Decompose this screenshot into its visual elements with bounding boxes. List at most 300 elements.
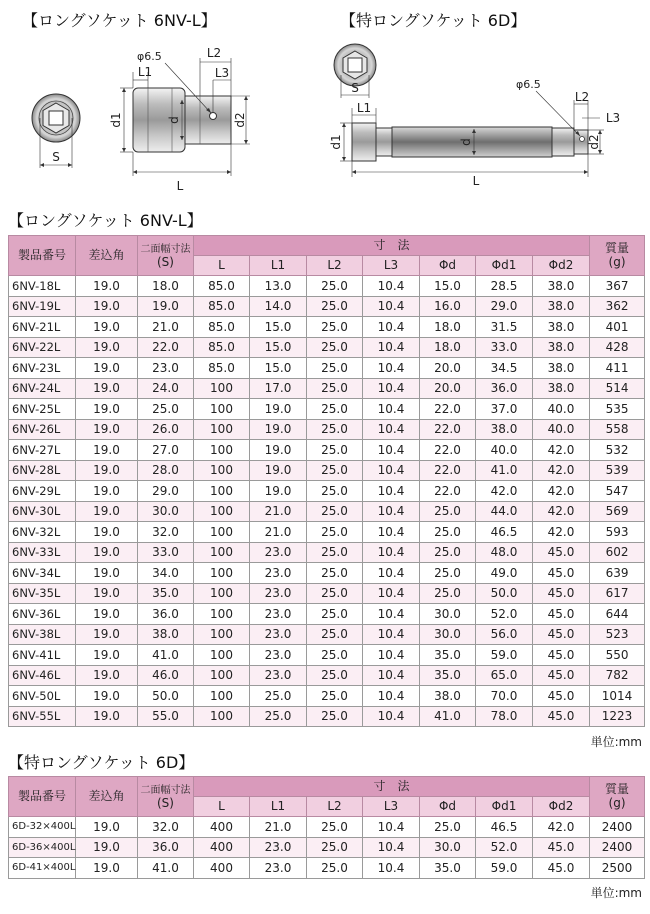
- value-cell: 42.0: [533, 481, 590, 502]
- value-cell: 25.0: [307, 837, 363, 858]
- value-cell: 38.0: [533, 296, 590, 317]
- diagram-title-6nv-l: 【ロングソケット 6NV-L】: [22, 11, 217, 30]
- left-side-view: [109, 46, 250, 193]
- value-cell: 41.0: [420, 706, 476, 727]
- value-cell: 19.0: [76, 604, 138, 625]
- model-number-cell: 6NV-18L: [9, 276, 76, 297]
- value-cell: 25.0: [307, 501, 363, 522]
- right-side-view: [329, 78, 620, 188]
- value-cell: 523: [590, 624, 645, 645]
- header-mass-line1-2: 質量: [605, 781, 630, 796]
- value-cell: 10.4: [363, 665, 420, 686]
- value-cell: 2400: [590, 817, 645, 838]
- value-cell: 21.0: [138, 317, 194, 338]
- value-cell: 19.0: [76, 440, 138, 461]
- value-cell: 644: [590, 604, 645, 625]
- value-cell: 38.0: [533, 317, 590, 338]
- section-title-6nv-l: 【ロングソケット 6NV-L】: [8, 211, 203, 230]
- right-s-label: S: [351, 81, 359, 95]
- value-cell: 38.0: [420, 686, 476, 707]
- value-cell: 19.0: [250, 460, 307, 481]
- model-number-cell: 6NV-36L: [9, 604, 76, 625]
- value-cell: 59.0: [476, 858, 533, 879]
- value-cell: 535: [590, 399, 645, 420]
- table-row: [9, 583, 645, 604]
- value-cell: 38.0: [533, 337, 590, 358]
- value-cell: 36.0: [138, 604, 194, 625]
- value-cell: 10.4: [363, 276, 420, 297]
- value-cell: 100: [194, 604, 250, 625]
- value-cell: 30.0: [420, 837, 476, 858]
- left-d-label: d: [167, 116, 181, 124]
- left-d2-label: d2: [233, 112, 247, 128]
- value-cell: 10.4: [363, 501, 420, 522]
- value-cell: 19.0: [76, 317, 138, 338]
- value-cell: 19.0: [76, 337, 138, 358]
- value-cell: 19.0: [76, 686, 138, 707]
- value-cell: 34.5: [476, 358, 533, 379]
- value-cell: 100: [194, 563, 250, 584]
- value-cell: 45.0: [533, 858, 590, 879]
- value-cell: 639: [590, 563, 645, 584]
- header-mass-line2: (g): [608, 254, 626, 269]
- model-number-cell: 6NV-41L: [9, 645, 76, 666]
- value-cell: 22.0: [420, 440, 476, 461]
- value-cell: 10.4: [363, 686, 420, 707]
- header-d2: Φd2: [533, 256, 590, 276]
- value-cell: 37.0: [476, 399, 533, 420]
- value-cell: 100: [194, 583, 250, 604]
- header-width-line2-2: (S): [157, 795, 174, 810]
- value-cell: 401: [590, 317, 645, 338]
- value-cell: 25.0: [307, 440, 363, 461]
- value-cell: 33.0: [138, 542, 194, 563]
- model-number-cell: 6NV-55L: [9, 706, 76, 727]
- value-cell: 25.0: [307, 317, 363, 338]
- value-cell: 19.0: [250, 440, 307, 461]
- model-number-cell: 6NV-34L: [9, 563, 76, 584]
- value-cell: 16.0: [420, 296, 476, 317]
- value-cell: 10.4: [363, 522, 420, 543]
- header-l2-2: L2: [307, 797, 363, 817]
- table-row: [9, 686, 645, 707]
- table-row: [9, 358, 645, 379]
- value-cell: 100: [194, 522, 250, 543]
- value-cell: 48.0: [476, 542, 533, 563]
- header-dimensions-2: 寸 法: [194, 777, 590, 797]
- value-cell: 18.0: [420, 337, 476, 358]
- header-width: [138, 236, 194, 276]
- value-cell: 10.4: [363, 399, 420, 420]
- value-cell: 30.0: [420, 604, 476, 625]
- left-end-view: [32, 94, 80, 168]
- value-cell: 22.0: [420, 460, 476, 481]
- value-cell: 428: [590, 337, 645, 358]
- value-cell: 10.4: [363, 542, 420, 563]
- model-number-cell: 6NV-21L: [9, 317, 76, 338]
- value-cell: 32.0: [138, 817, 194, 838]
- value-cell: 25.0: [307, 481, 363, 502]
- value-cell: 35.0: [138, 583, 194, 604]
- value-cell: 10.4: [363, 296, 420, 317]
- value-cell: 19.0: [76, 296, 138, 317]
- value-cell: 85.0: [194, 358, 250, 379]
- header-drive-2: 差込角: [76, 777, 138, 817]
- header-l1-2: L1: [250, 797, 307, 817]
- header-width-line2: (S): [157, 254, 174, 269]
- value-cell: 514: [590, 378, 645, 399]
- table-row: [9, 522, 645, 543]
- value-cell: 400: [194, 817, 250, 838]
- value-cell: 46.5: [476, 522, 533, 543]
- value-cell: 15.0: [250, 358, 307, 379]
- value-cell: 25.0: [307, 378, 363, 399]
- value-cell: 36.0: [138, 837, 194, 858]
- value-cell: 19.0: [76, 706, 138, 727]
- right-l2-label: L2: [574, 90, 590, 104]
- value-cell: 602: [590, 542, 645, 563]
- value-cell: 22.0: [420, 481, 476, 502]
- value-cell: 35.0: [420, 858, 476, 879]
- value-cell: 45.0: [533, 542, 590, 563]
- value-cell: 30.0: [138, 501, 194, 522]
- value-cell: 25.0: [307, 399, 363, 420]
- value-cell: 45.0: [533, 706, 590, 727]
- value-cell: 13.0: [250, 276, 307, 297]
- model-number-cell: 6NV-22L: [9, 337, 76, 358]
- value-cell: 85.0: [194, 317, 250, 338]
- header-l-2: L: [194, 797, 250, 817]
- value-cell: 10.4: [363, 460, 420, 481]
- left-phi65-label: φ6.5: [137, 50, 162, 63]
- table-row: [9, 665, 645, 686]
- value-cell: 42.0: [533, 460, 590, 481]
- value-cell: 20.0: [420, 378, 476, 399]
- value-cell: 2400: [590, 837, 645, 858]
- value-cell: 100: [194, 440, 250, 461]
- value-cell: 23.0: [250, 542, 307, 563]
- value-cell: 25.0: [307, 686, 363, 707]
- value-cell: 19.0: [76, 665, 138, 686]
- model-number-cell: 6NV-50L: [9, 686, 76, 707]
- value-cell: 19.0: [76, 399, 138, 420]
- value-cell: 20.0: [420, 358, 476, 379]
- table-body-6nv-l: [9, 276, 645, 727]
- model-number-cell: 6NV-38L: [9, 624, 76, 645]
- table-row: [9, 542, 645, 563]
- value-cell: 23.0: [250, 837, 307, 858]
- value-cell: 40.0: [476, 440, 533, 461]
- value-cell: 1223: [590, 706, 645, 727]
- value-cell: 100: [194, 542, 250, 563]
- value-cell: 19.0: [76, 817, 138, 838]
- value-cell: 38.0: [533, 378, 590, 399]
- value-cell: 25.0: [420, 542, 476, 563]
- header-width-line1: 二面幅寸法: [140, 243, 191, 255]
- model-number-cell: 6NV-24L: [9, 378, 76, 399]
- value-cell: 34.0: [138, 563, 194, 584]
- unit-note-2: 単位:mm: [590, 886, 642, 900]
- value-cell: 42.0: [533, 440, 590, 461]
- value-cell: 25.0: [420, 501, 476, 522]
- value-cell: 25.0: [307, 542, 363, 563]
- value-cell: 400: [194, 858, 250, 879]
- value-cell: 23.0: [250, 604, 307, 625]
- header-d1-2: Φd1: [476, 797, 533, 817]
- value-cell: 100: [194, 706, 250, 727]
- value-cell: 46.5: [476, 817, 533, 838]
- value-cell: 100: [194, 460, 250, 481]
- left-l3-label: L3: [214, 66, 230, 80]
- model-number-cell: 6NV-30L: [9, 501, 76, 522]
- value-cell: 25.0: [307, 817, 363, 838]
- value-cell: 19.0: [250, 481, 307, 502]
- value-cell: 25.0: [250, 686, 307, 707]
- header-mass: [590, 236, 645, 276]
- value-cell: 52.0: [476, 837, 533, 858]
- value-cell: 10.4: [363, 706, 420, 727]
- technical-drawings: [0, 0, 650, 200]
- value-cell: 15.0: [420, 276, 476, 297]
- value-cell: 21.0: [250, 522, 307, 543]
- value-cell: 19.0: [76, 522, 138, 543]
- value-cell: 19.0: [250, 419, 307, 440]
- value-cell: 32.0: [138, 522, 194, 543]
- table-row: [9, 440, 645, 461]
- value-cell: 2500: [590, 858, 645, 879]
- value-cell: 46.0: [138, 665, 194, 686]
- value-cell: 25.0: [420, 817, 476, 838]
- value-cell: 25.0: [307, 706, 363, 727]
- header-l1: L1: [250, 256, 307, 276]
- table-row: [9, 837, 645, 858]
- model-number-cell: 6NV-26L: [9, 419, 76, 440]
- value-cell: 23.0: [250, 665, 307, 686]
- value-cell: 19.0: [76, 481, 138, 502]
- value-cell: 22.0: [420, 419, 476, 440]
- value-cell: 100: [194, 624, 250, 645]
- value-cell: 25.0: [307, 522, 363, 543]
- value-cell: 25.0: [307, 419, 363, 440]
- table-row: [9, 501, 645, 522]
- value-cell: 14.0: [250, 296, 307, 317]
- value-cell: 782: [590, 665, 645, 686]
- value-cell: 362: [590, 296, 645, 317]
- value-cell: 31.5: [476, 317, 533, 338]
- value-cell: 29.0: [138, 481, 194, 502]
- value-cell: 40.0: [533, 419, 590, 440]
- header-l2: L2: [307, 256, 363, 276]
- table-row: [9, 317, 645, 338]
- value-cell: 100: [194, 645, 250, 666]
- value-cell: 50.0: [476, 583, 533, 604]
- value-cell: 539: [590, 460, 645, 481]
- value-cell: 19.0: [138, 296, 194, 317]
- header-model-2: 製品番号: [9, 777, 76, 817]
- value-cell: 100: [194, 419, 250, 440]
- table-row: [9, 563, 645, 584]
- model-number-cell: 6NV-27L: [9, 440, 76, 461]
- section-title-6d: 【特ロングソケット 6D】: [8, 753, 195, 772]
- value-cell: 19.0: [76, 563, 138, 584]
- header-d1: Φd1: [476, 256, 533, 276]
- header-drive: 差込角: [76, 236, 138, 276]
- table-row: [9, 460, 645, 481]
- table-row: [9, 706, 645, 727]
- value-cell: 41.0: [138, 645, 194, 666]
- model-number-cell: 6NV-28L: [9, 460, 76, 481]
- value-cell: 25.0: [307, 858, 363, 879]
- value-cell: 85.0: [194, 296, 250, 317]
- value-cell: 100: [194, 378, 250, 399]
- header-dimensions: 寸 法: [194, 236, 590, 256]
- value-cell: 100: [194, 665, 250, 686]
- model-number-cell: 6NV-32L: [9, 522, 76, 543]
- value-cell: 532: [590, 440, 645, 461]
- model-number-cell: 6D-36×400L: [9, 837, 76, 858]
- model-number-cell: 6NV-29L: [9, 481, 76, 502]
- value-cell: 19.0: [76, 645, 138, 666]
- value-cell: 22.0: [138, 337, 194, 358]
- value-cell: 25.0: [307, 624, 363, 645]
- value-cell: 42.0: [476, 481, 533, 502]
- value-cell: 44.0: [476, 501, 533, 522]
- value-cell: 19.0: [250, 399, 307, 420]
- value-cell: 24.0: [138, 378, 194, 399]
- value-cell: 85.0: [194, 276, 250, 297]
- value-cell: 19.0: [76, 276, 138, 297]
- model-number-cell: 6NV-19L: [9, 296, 76, 317]
- value-cell: 411: [590, 358, 645, 379]
- value-cell: 593: [590, 522, 645, 543]
- value-cell: 45.0: [533, 665, 590, 686]
- model-number-cell: 6NV-46L: [9, 665, 76, 686]
- value-cell: 23.0: [250, 624, 307, 645]
- right-end-view: [334, 44, 376, 98]
- value-cell: 617: [590, 583, 645, 604]
- value-cell: 23.0: [250, 858, 307, 879]
- value-cell: 49.0: [476, 563, 533, 584]
- value-cell: 38.0: [533, 276, 590, 297]
- value-cell: 23.0: [250, 645, 307, 666]
- value-cell: 55.0: [138, 706, 194, 727]
- value-cell: 19.0: [76, 419, 138, 440]
- value-cell: 25.0: [307, 358, 363, 379]
- value-cell: 10.4: [363, 378, 420, 399]
- value-cell: 10.4: [363, 317, 420, 338]
- value-cell: 19.0: [76, 583, 138, 604]
- value-cell: 70.0: [476, 686, 533, 707]
- value-cell: 100: [194, 399, 250, 420]
- value-cell: 25.0: [307, 583, 363, 604]
- value-cell: 25.0: [307, 460, 363, 481]
- header-l3: L3: [363, 256, 420, 276]
- table-row: [9, 624, 645, 645]
- value-cell: 52.0: [476, 604, 533, 625]
- value-cell: 21.0: [250, 817, 307, 838]
- value-cell: 19.0: [76, 460, 138, 481]
- value-cell: 33.0: [476, 337, 533, 358]
- header-mass-2: [590, 777, 645, 817]
- model-number-cell: 6NV-25L: [9, 399, 76, 420]
- value-cell: 100: [194, 501, 250, 522]
- value-cell: 85.0: [194, 337, 250, 358]
- header-width-line1-2: 二面幅寸法: [140, 784, 191, 796]
- value-cell: 18.0: [138, 276, 194, 297]
- value-cell: 550: [590, 645, 645, 666]
- value-cell: 10.4: [363, 645, 420, 666]
- value-cell: 35.0: [420, 665, 476, 686]
- value-cell: 29.0: [476, 296, 533, 317]
- value-cell: 45.0: [533, 604, 590, 625]
- value-cell: 45.0: [533, 837, 590, 858]
- table-row: [9, 817, 645, 838]
- left-l-label: L: [176, 179, 184, 193]
- value-cell: 10.4: [363, 440, 420, 461]
- value-cell: 23.0: [138, 358, 194, 379]
- value-cell: 100: [194, 481, 250, 502]
- value-cell: 19.0: [76, 501, 138, 522]
- value-cell: 558: [590, 419, 645, 440]
- value-cell: 10.4: [363, 481, 420, 502]
- value-cell: 42.0: [533, 817, 590, 838]
- value-cell: 100: [194, 686, 250, 707]
- model-number-cell: 6D-32×400L: [9, 817, 76, 838]
- value-cell: 10.4: [363, 358, 420, 379]
- right-l3-label: L3: [605, 111, 621, 125]
- model-number-cell: 6NV-23L: [9, 358, 76, 379]
- value-cell: 10.4: [363, 604, 420, 625]
- right-d2-label: d2: [587, 134, 601, 150]
- value-cell: 25.0: [307, 645, 363, 666]
- value-cell: 547: [590, 481, 645, 502]
- left-l1-label: L1: [137, 65, 153, 79]
- value-cell: 19.0: [76, 624, 138, 645]
- value-cell: 10.4: [363, 837, 420, 858]
- table-row: [9, 378, 645, 399]
- value-cell: 38.0: [476, 419, 533, 440]
- value-cell: 41.0: [476, 460, 533, 481]
- value-cell: 28.5: [476, 276, 533, 297]
- unit-note-1: 単位:mm: [590, 735, 642, 749]
- value-cell: 25.0: [138, 399, 194, 420]
- table-row: [9, 419, 645, 440]
- value-cell: 25.0: [307, 276, 363, 297]
- value-cell: 25.0: [420, 563, 476, 584]
- value-cell: 45.0: [533, 583, 590, 604]
- value-cell: 65.0: [476, 665, 533, 686]
- left-d1-label: d1: [109, 112, 123, 128]
- value-cell: 45.0: [533, 686, 590, 707]
- value-cell: 25.0: [307, 665, 363, 686]
- value-cell: 26.0: [138, 419, 194, 440]
- value-cell: 25.0: [420, 522, 476, 543]
- value-cell: 400: [194, 837, 250, 858]
- value-cell: 45.0: [533, 645, 590, 666]
- value-cell: 25.0: [307, 563, 363, 584]
- value-cell: 10.4: [363, 419, 420, 440]
- value-cell: 18.0: [420, 317, 476, 338]
- value-cell: 25.0: [307, 337, 363, 358]
- value-cell: 21.0: [250, 501, 307, 522]
- value-cell: 10.4: [363, 817, 420, 838]
- right-l1-label: L1: [356, 101, 372, 115]
- model-number-cell: 6NV-33L: [9, 542, 76, 563]
- header-width-2: [138, 777, 194, 817]
- value-cell: 15.0: [250, 317, 307, 338]
- header-d: Φd: [420, 256, 476, 276]
- value-cell: 19.0: [76, 542, 138, 563]
